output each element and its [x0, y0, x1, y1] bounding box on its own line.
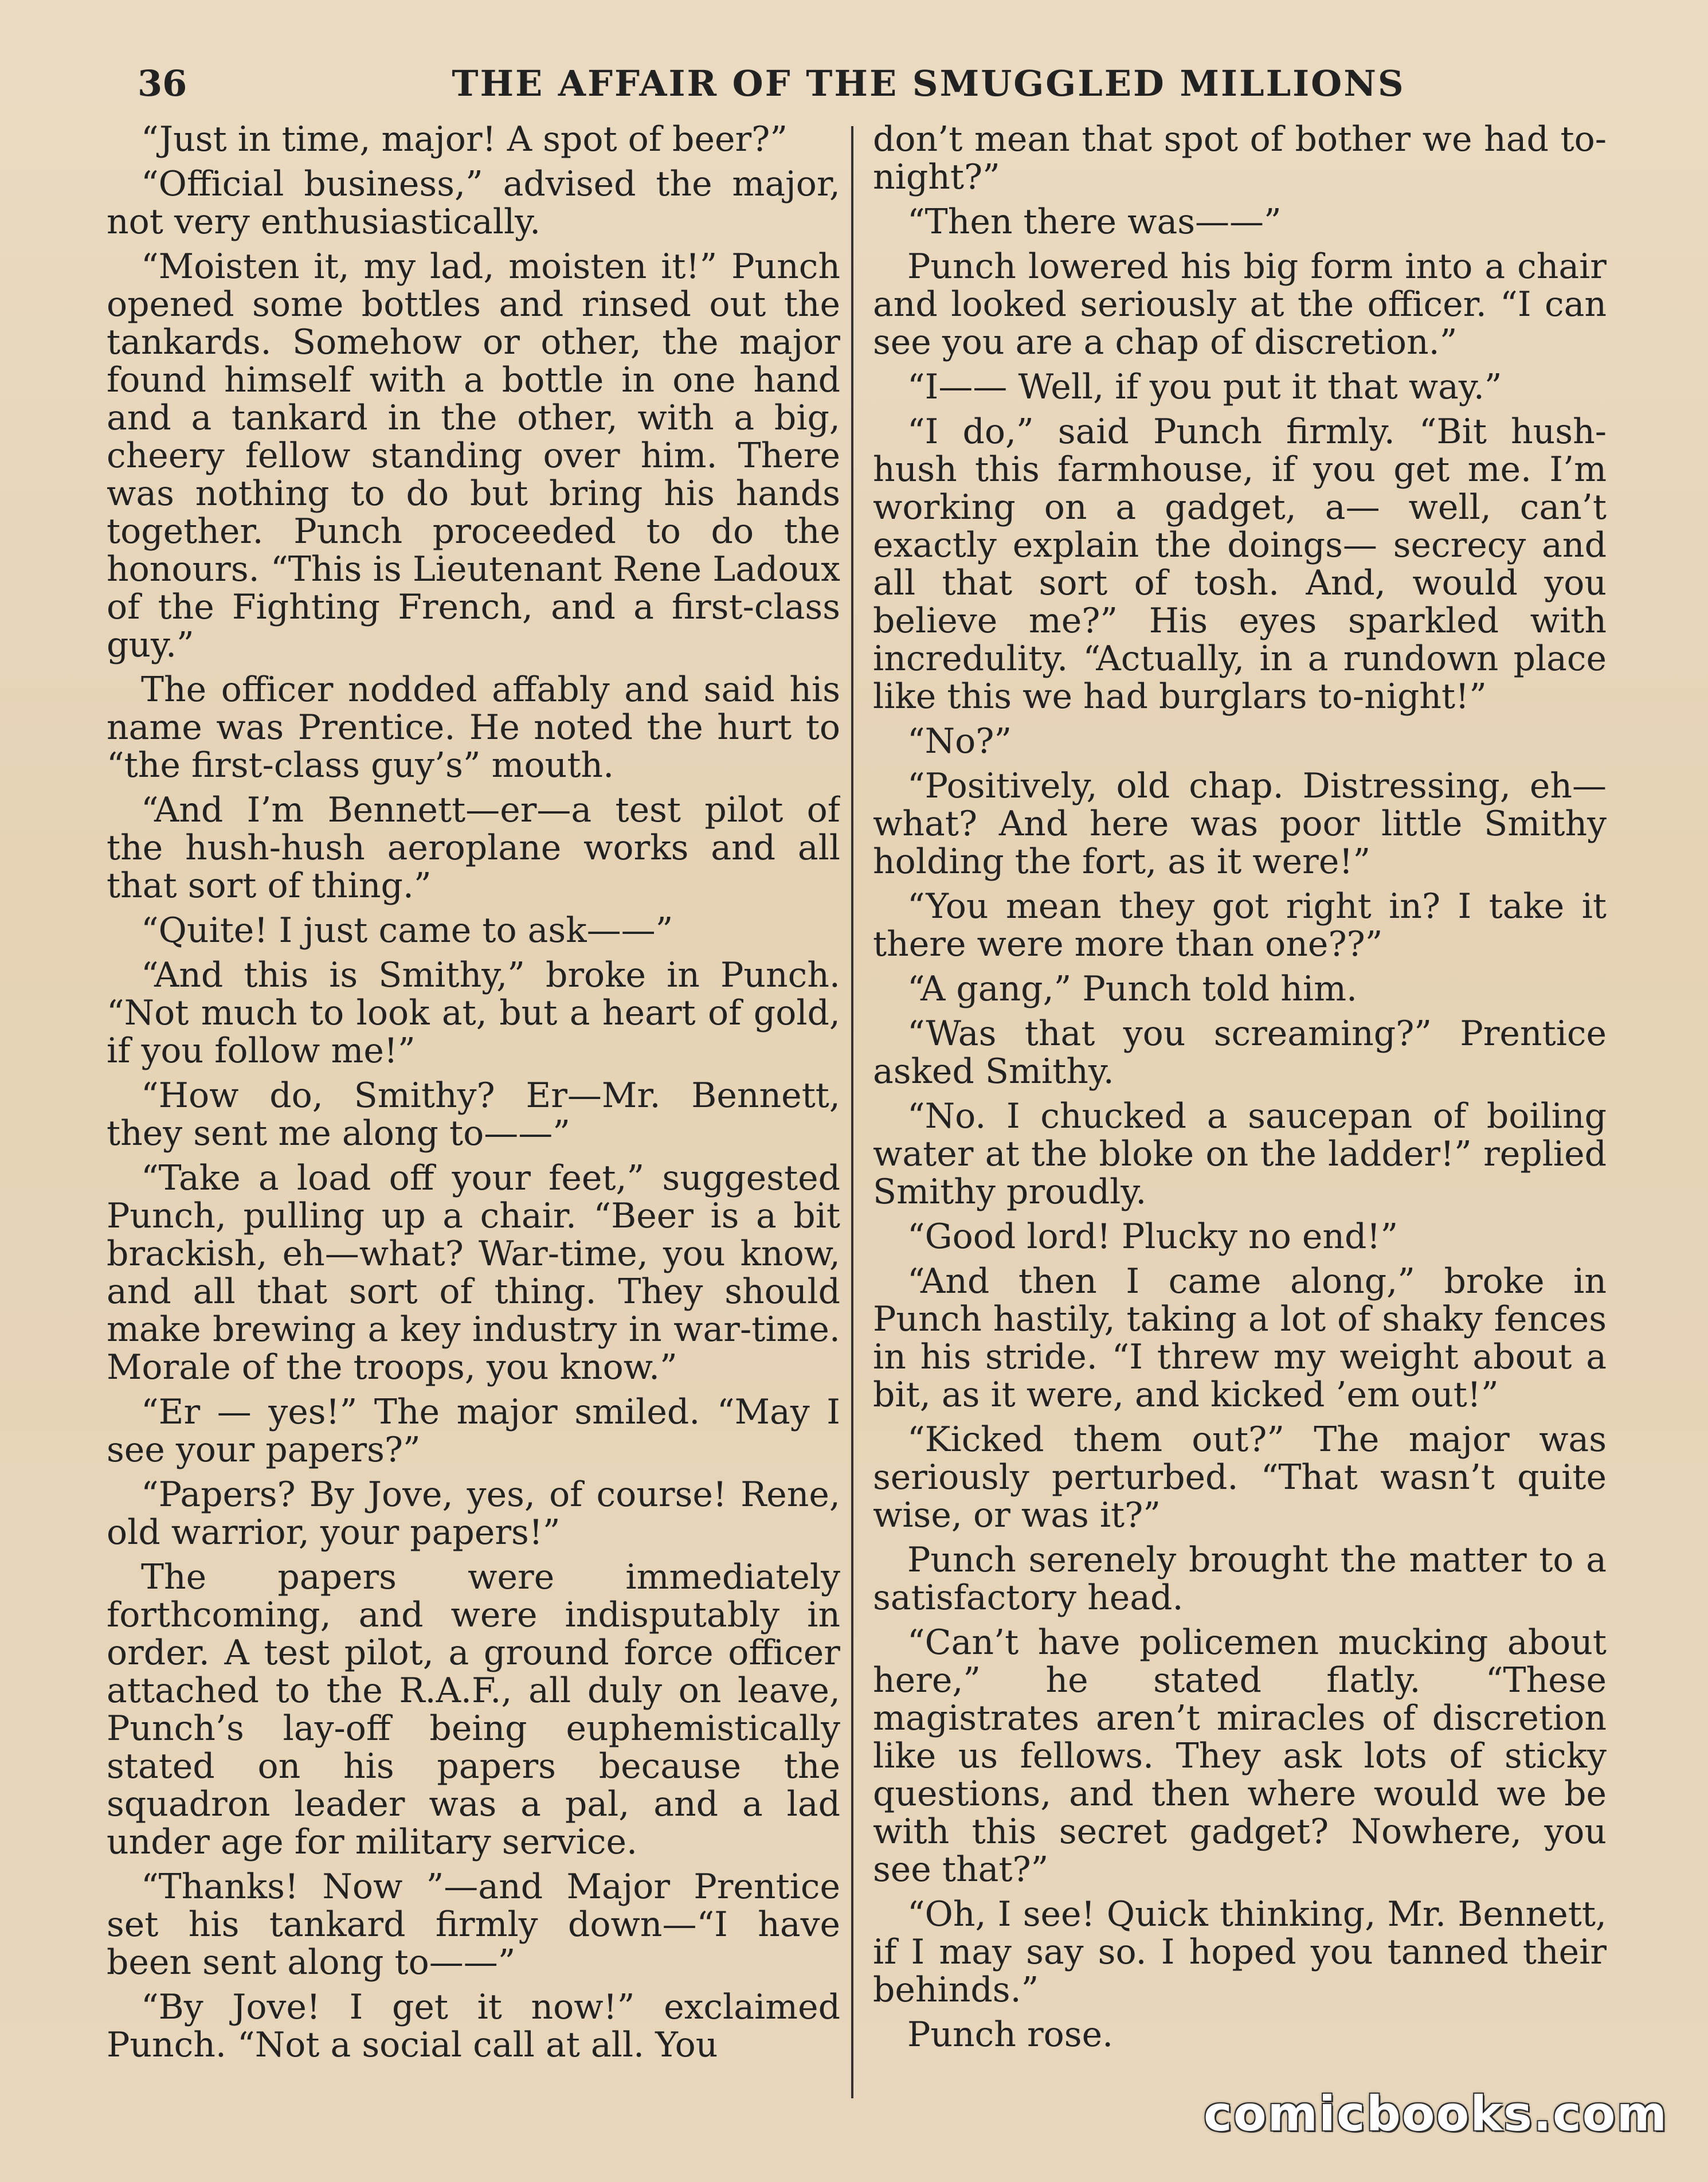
- paragraph: “And this is Smithy,” broke in Punch. “Not much to look at, but a heart of gold, if you follow me!”: [107, 955, 840, 1071]
- paragraph: Punch serenely brought the matter to a satisfactory head.: [873, 1540, 1607, 1618]
- paragraph: Punch rose.: [907, 2015, 1114, 2055]
- paragraph: “I—— Well, if you put it that way.”: [907, 367, 1502, 407]
- paragraph: “Take a load off your feet,” suggested Punch, pulling up a chair. “Beer is a bit brackish, eh—what? War-time, you know, and all that sort of thing. They should make brewing a key industry in war-time. Morale of the troops, you know.”: [107, 1158, 840, 1387]
- paragraph: “Oh, I see! Quick thinking, Mr. Bennett, if I may say so. I hoped you tanned their behinds.”: [873, 1894, 1607, 2010]
- paragraph: “Good lord! Plucky no end!”: [907, 1217, 1398, 1257]
- paragraph: “By Jove! I get it now!” exclaimed Punch. “Not a social call at all. You: [107, 1987, 840, 2065]
- paragraph: don’t mean that spot of bother we had to-night?”: [873, 120, 1607, 197]
- paragraph: “Can’t have policemen mucking about here,” he stated flatly. “These magistrates aren’t miracles of discretion like us fellows. They ask lots of sticky questions, and then where would we be with this secret gadget? Nowhere, you see that?”: [873, 1622, 1607, 1890]
- paragraph: “No?”: [907, 721, 1012, 761]
- paragraph: “You mean they got right in? I take it there were more than one??”: [873, 886, 1607, 964]
- paragraph: “A gang,” Punch told him.: [907, 969, 1358, 1009]
- left-text-column: [107, 120, 840, 2110]
- paragraph: “Quite! I just came to ask——”: [141, 910, 673, 951]
- paragraph: “Official business,” advised the major, not very enthusiastically.: [107, 164, 840, 242]
- paragraph: Punch lowered his big form into a chair and looked seriously at the officer. “I can see you are a chap of discretion.”: [873, 247, 1607, 362]
- paragraph: “Positively, old chap. Distressing, eh—what? And here was poor little Smithy holding the fort, as it were!”: [873, 766, 1607, 882]
- paragraph: “Moisten it, my lad, moisten it!” Punch opened some bottles and rinsed out the tankards. Somehow or other, the major found himself with a bottle in one hand and a tankard in the other, with a big, cheery fellow standing over him. There was nothing to do but bring his hands together. Punch proceeded to do the honours. “This is Lieutenant Rene Ladoux of the Fighting French, and a first-class guy.”: [107, 247, 840, 665]
- paragraph: The officer nodded affably and said his name was Prentice. He noted the hurt to “the first-class guy’s” mouth.: [107, 670, 840, 785]
- paragraph: “How do, Smithy? Er—Mr. Bennett, they sent me along to——”: [107, 1076, 840, 1153]
- right-text-column: [873, 120, 1607, 2110]
- paragraph: “Thanks! Now ”—and Major Prentice set his tankard firmly down—“I have been sent along to——”: [107, 1867, 840, 1982]
- paragraph: “Papers? By Jove, yes, of course! Rene, old warrior, your papers!”: [107, 1475, 840, 1553]
- paragraph: “Just in time, major! A spot of beer?”: [141, 120, 788, 159]
- paragraph: “No. I chucked a saucepan of boiling water at the bloke on the ladder!” replied Smithy proudly.: [873, 1096, 1607, 1212]
- page-number: 36: [138, 62, 187, 104]
- paragraph: “And then I came along,” broke in Punch hastily, taking a lot of shaky fences in his stride. “I threw my weight about a bit, as it were, and kicked ’em out!”: [873, 1261, 1607, 1415]
- paragraph: “Then there was——”: [907, 202, 1282, 242]
- paragraph: “Was that you screaming?” Prentice asked Smithy.: [873, 1014, 1607, 1092]
- site-watermark: comicbooks.com: [1204, 2086, 1668, 2142]
- paragraph: “Kicked them out?” The major was seriously perturbed. “That wasn’t quite wise, or was it?”: [873, 1420, 1607, 1535]
- paragraph: “I do,” said Punch firmly. “Bit hush-hush this farmhouse, if you get me. I’m working on a gadget, a— well, can’t exactly explain the doings— secrecy and all that sort of tosh. And, would you believe me?” His eyes sparkled with incredulity. “Actually, in a rundown place like this we had burglars to-night!”: [873, 412, 1607, 717]
- page-header: [138, 49, 1588, 118]
- paragraph: “Er — yes!” The major smiled. “May I see your papers?”: [107, 1392, 840, 1470]
- column-divider: [851, 126, 853, 2098]
- paragraph: “And I’m Bennett—er—a test pilot of the hush-hush aeroplane works and all that sort of thing.”: [107, 790, 840, 906]
- running-title: THE AFFAIR OF THE SMUGGLED MILLIONS: [452, 62, 1405, 104]
- paragraph: The papers were immediately forthcoming, and were indisputably in order. A test pilot, a ground force officer attached to the R.A.F., all duly on leave, Punch’s lay-off being euphemistically stated on his papers because the squadron leader was a pal, and a lad under age for military service.: [107, 1557, 840, 1862]
